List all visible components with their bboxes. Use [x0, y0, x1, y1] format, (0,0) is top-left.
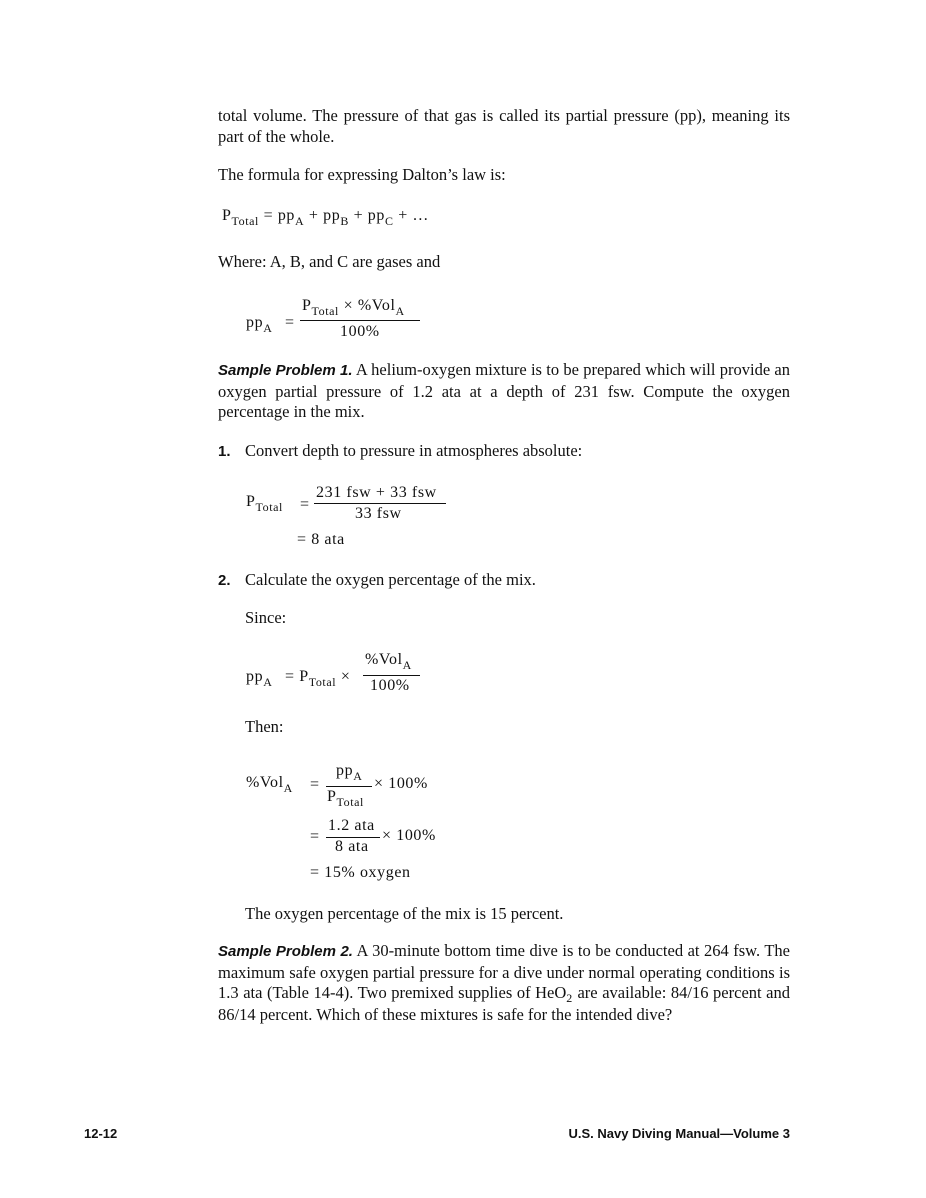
footer-title: U.S. Navy Diving Manual—Volume 3: [568, 1126, 790, 1141]
step-1-number: 1.: [218, 443, 231, 460]
fraction-bar: [314, 503, 446, 504]
paragraph-then: Then:: [245, 717, 284, 736]
paragraph-intro: total volume. The pressure of that gas is called its partial pressure (pp), meaning its part of the whole.: [218, 106, 790, 146]
sample-problem-2: Sample Problem 2. A 30-minute bottom time dive is to be conducted at 264 fsw. The maximum safe oxygen partial pressure for a dive under normal operating conditions is 1.3 ata (Table 14-4). Two premixed supplies of HeO$_2$ are available: 84/16 percent and 86/14 percent. Which of these mixtures is safe for the intended dive?: [218, 941, 790, 1024]
step-1: [218, 441, 790, 463]
step-2-text: Calculate the oxygen percentage of the mix.: [245, 570, 536, 589]
sample-problem-2-label: Sample Problem 2.: [218, 943, 353, 960]
paragraph-dalton-formula: The formula for expressing Dalton’s law is:: [218, 165, 506, 184]
paragraph-conclusion: The oxygen percentage of the mix is 15 percent.: [245, 904, 564, 923]
step-2-number: 2.: [218, 572, 231, 589]
step-2: [218, 570, 790, 592]
sample-problem-2-text: A 30-minute bottom time dive is to be conducted at 264 fsw. The maximum safe oxygen partial pressure for a dive under normal operating conditions is 1.3 ata (Table 14-4). Two premixed supplies of HeO: [218, 941, 790, 1002]
document-page: total volume. The pressure of that gas is called its partial pressure (pp), meaning its part of the whole. The formula for expressing Dalton’s law is: $P_{Total} = pp_A + pp_B + pp_C$ + … Where: A, B, and C are gases and $pp_A$ = $P_{Total} \times \%Vol_A$ 100% Sample Problem 1. A helium-oxygen mixture is to be prepared which will provide an oxygen partial pressure of 1.2 ata at a depth of 231 fsw. Compute the oxygen percentage in the mix. 1. Convert depth to pressure in atmospheres absolute: $P_{Total}$ = 231 fsw + 33 fsw 33 fsw = 8 ata 2. Calculate the oxygen percentage of the mix. Since: $pp_A$ = $P_{Total}$ × %Vol$_A$ 100% Then: %Vol$_A$ = $pp_A$ $P_{Total}$ × 100% = 1.2 ata 8 ata × 100% = 15% oxygen The oxygen percentage of the mix is 15 percent. Sample Problem 2. A 30-minute bottom time dive is to be conducted at 264 fsw. The maximum safe oxygen partial pressure for a dive under normal operating conditions is 1.3 ata (Table 14-4). Two premixed supplies of HeO$_2$ are available: 84/16 percent and 86/14 percent. Which of these mixtures is safe for the intended dive? 12-12 U.S. Navy Diving Manual—Volume 3: [84, 106, 790, 1141]
paragraph-since: Since:: [245, 608, 287, 627]
fraction-bar: [326, 786, 372, 787]
sample-problem-1-label: Sample Problem 1.: [218, 362, 353, 379]
page-number: 12-12: [84, 1126, 118, 1141]
step-1-text: Convert depth to pressure in atmospheres absolute:: [245, 441, 583, 460]
fraction-bar: [300, 320, 420, 321]
paragraph-where: Where: A, B, and C are gases and: [218, 252, 441, 271]
equation-dalton: $P_{Total} = pp_A + pp_B + pp_C$ + …: [222, 207, 430, 228]
sample-problem-1: [218, 360, 790, 423]
fraction-bar: [363, 675, 420, 676]
sample-problem-1-text: A helium-oxygen mixture is to be prepared which will provide an oxygen partial pressure of 1.2 ata at a depth of 231 fsw. Compute the oxygen percentage in the mix.: [218, 360, 790, 421]
